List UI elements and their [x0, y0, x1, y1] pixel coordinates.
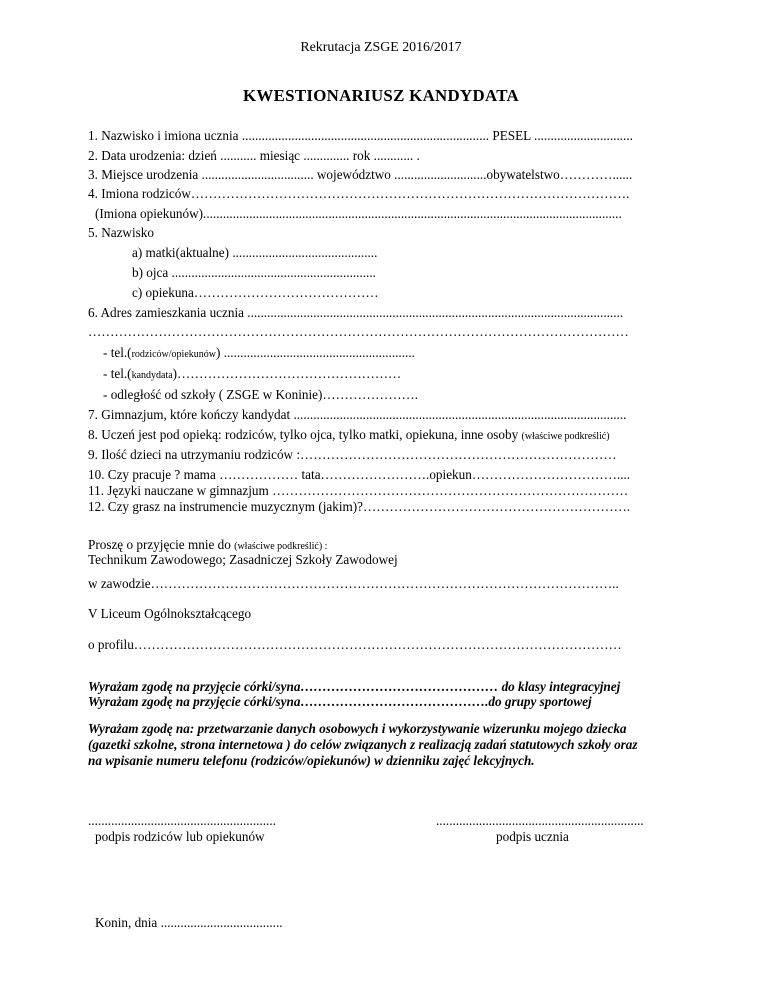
- custody-note: (właściwe podkreślić): [521, 431, 610, 442]
- school-option-highschool: V Liceum Ogólnokształcącego: [88, 606, 252, 621]
- school-request-text: Proszę o przyjęcie mnie do: [88, 537, 235, 552]
- consent-data-processing-line2: (gazetki szkolne, strona internetowa ) do celów związanych z realizacją zadań statutowych szkoły oraz: [88, 737, 638, 752]
- phone-parents-note: rodziców/opiekunów: [131, 349, 216, 360]
- field-surname-guardian: c) opiekuna……………………………………: [132, 285, 379, 300]
- field-address-line2: ……………………………………………………………………………………………………………: [88, 324, 629, 339]
- phone-parents-prefix: - tel.(: [103, 345, 132, 360]
- field-custody: [88, 427, 610, 445]
- field-name-pesel: 1. Nazwisko i imiona ucznia ........................................................................... PESEL ..............................: [88, 128, 633, 143]
- school-request-note: (właściwe podkreślić) :: [234, 541, 328, 552]
- signature-parents-line: .........................................................: [88, 813, 276, 828]
- field-guardians-names: (Imiona opiekunów)...............................................................................................................................: [95, 206, 622, 221]
- field-phone-parents: [103, 345, 415, 363]
- field-birth-place: 3. Miejsce urodzenia .................................. województwo ............................obywatelstwo…………......: [88, 167, 633, 182]
- signature-parents-label: podpis rodziców lub opiekunów: [95, 829, 265, 844]
- field-parents-work: 10. Czy pracuje ? mama ……………… tata…………………….opiekun……………………………....: [88, 467, 631, 482]
- phone-parents-dots: ) ..........................................................: [216, 345, 415, 360]
- phone-candidate-note: kandydata: [131, 370, 173, 381]
- field-phone-candidate: [103, 366, 401, 384]
- custody-text: 8. Uczeń jest pod opieką: rodziców, tylko ojca, tylko matki, opiekuna, inne osoby: [88, 427, 522, 442]
- consent-data-processing-line1: Wyrażam zgodę na: przetwarzanie danych osobowych i wykorzystywanie wizerunku mojego dziecka: [88, 721, 627, 736]
- field-children-count: 9. Ilość dzieci na utrzymaniu rodziców :………………………………………………………………: [88, 447, 617, 462]
- phone-candidate-dots: )……………………………………………: [172, 366, 402, 381]
- field-profile: o profilu…………………………………………………………………………………………………: [88, 637, 622, 652]
- field-profession: w zawodzie……………………………………………………………………………………………..: [88, 576, 619, 591]
- field-surname: 5. Nazwisko: [88, 225, 154, 240]
- consent-sports-group: Wyrażam zgodę na przyjęcie córki/syna…………………………………….do grupy sportowej: [88, 694, 592, 709]
- field-address: 6. Adres zamieszkania ucznia ..................................................................................................................: [88, 305, 624, 320]
- field-languages: 11. Języki nauczane w gimnazjum ………………………………………………………………………: [88, 483, 629, 498]
- field-distance: - odległość od szkoły ( ZSGE w Koninie)………………….: [103, 387, 418, 402]
- field-surname-father: b) ojca ..............................................................: [132, 265, 376, 280]
- phone-candidate-prefix: - tel.(: [103, 366, 132, 381]
- place-and-date: Konin, dnia .....................................: [95, 915, 283, 930]
- consent-integration-class: Wyrażam zgodę na przyjęcie córki/syna……………………………………… do klasy integracyjnej: [88, 679, 621, 694]
- consent-data-processing-line3: na wpisanie numeru telefonu (rodziców/opiekunów) w dzienniku zajęć lekcyjnych.: [88, 753, 535, 768]
- field-instrument: 12. Czy grasz na instrumencie muzycznym (jakim)?…………………………………………………….: [88, 499, 631, 514]
- school-option-technical: Technikum Zawodowego; Zasadniczej Szkoły Zawodowej: [88, 552, 398, 567]
- recruitment-header: Rekrutacja ZSGE 2016/2017: [300, 40, 462, 55]
- signature-student-label: podpis ucznia: [496, 829, 569, 844]
- signature-student-line: ...............................................................: [436, 813, 644, 828]
- form-title: KWESTIONARIUSZ KANDYDATA: [243, 86, 519, 105]
- field-junior-high: 7. Gimnazjum, które kończy kandydat .....................................................................................................: [88, 407, 627, 422]
- field-birth-date: 2. Data urodzenia: dzień ........... miesiąc .............. rok ............ .: [88, 148, 420, 163]
- field-parents-names: 4. Imiona rodziców……………………………………………………………………………………….: [88, 186, 630, 201]
- field-surname-mother: a) matki(aktualne) ............................................: [132, 245, 378, 260]
